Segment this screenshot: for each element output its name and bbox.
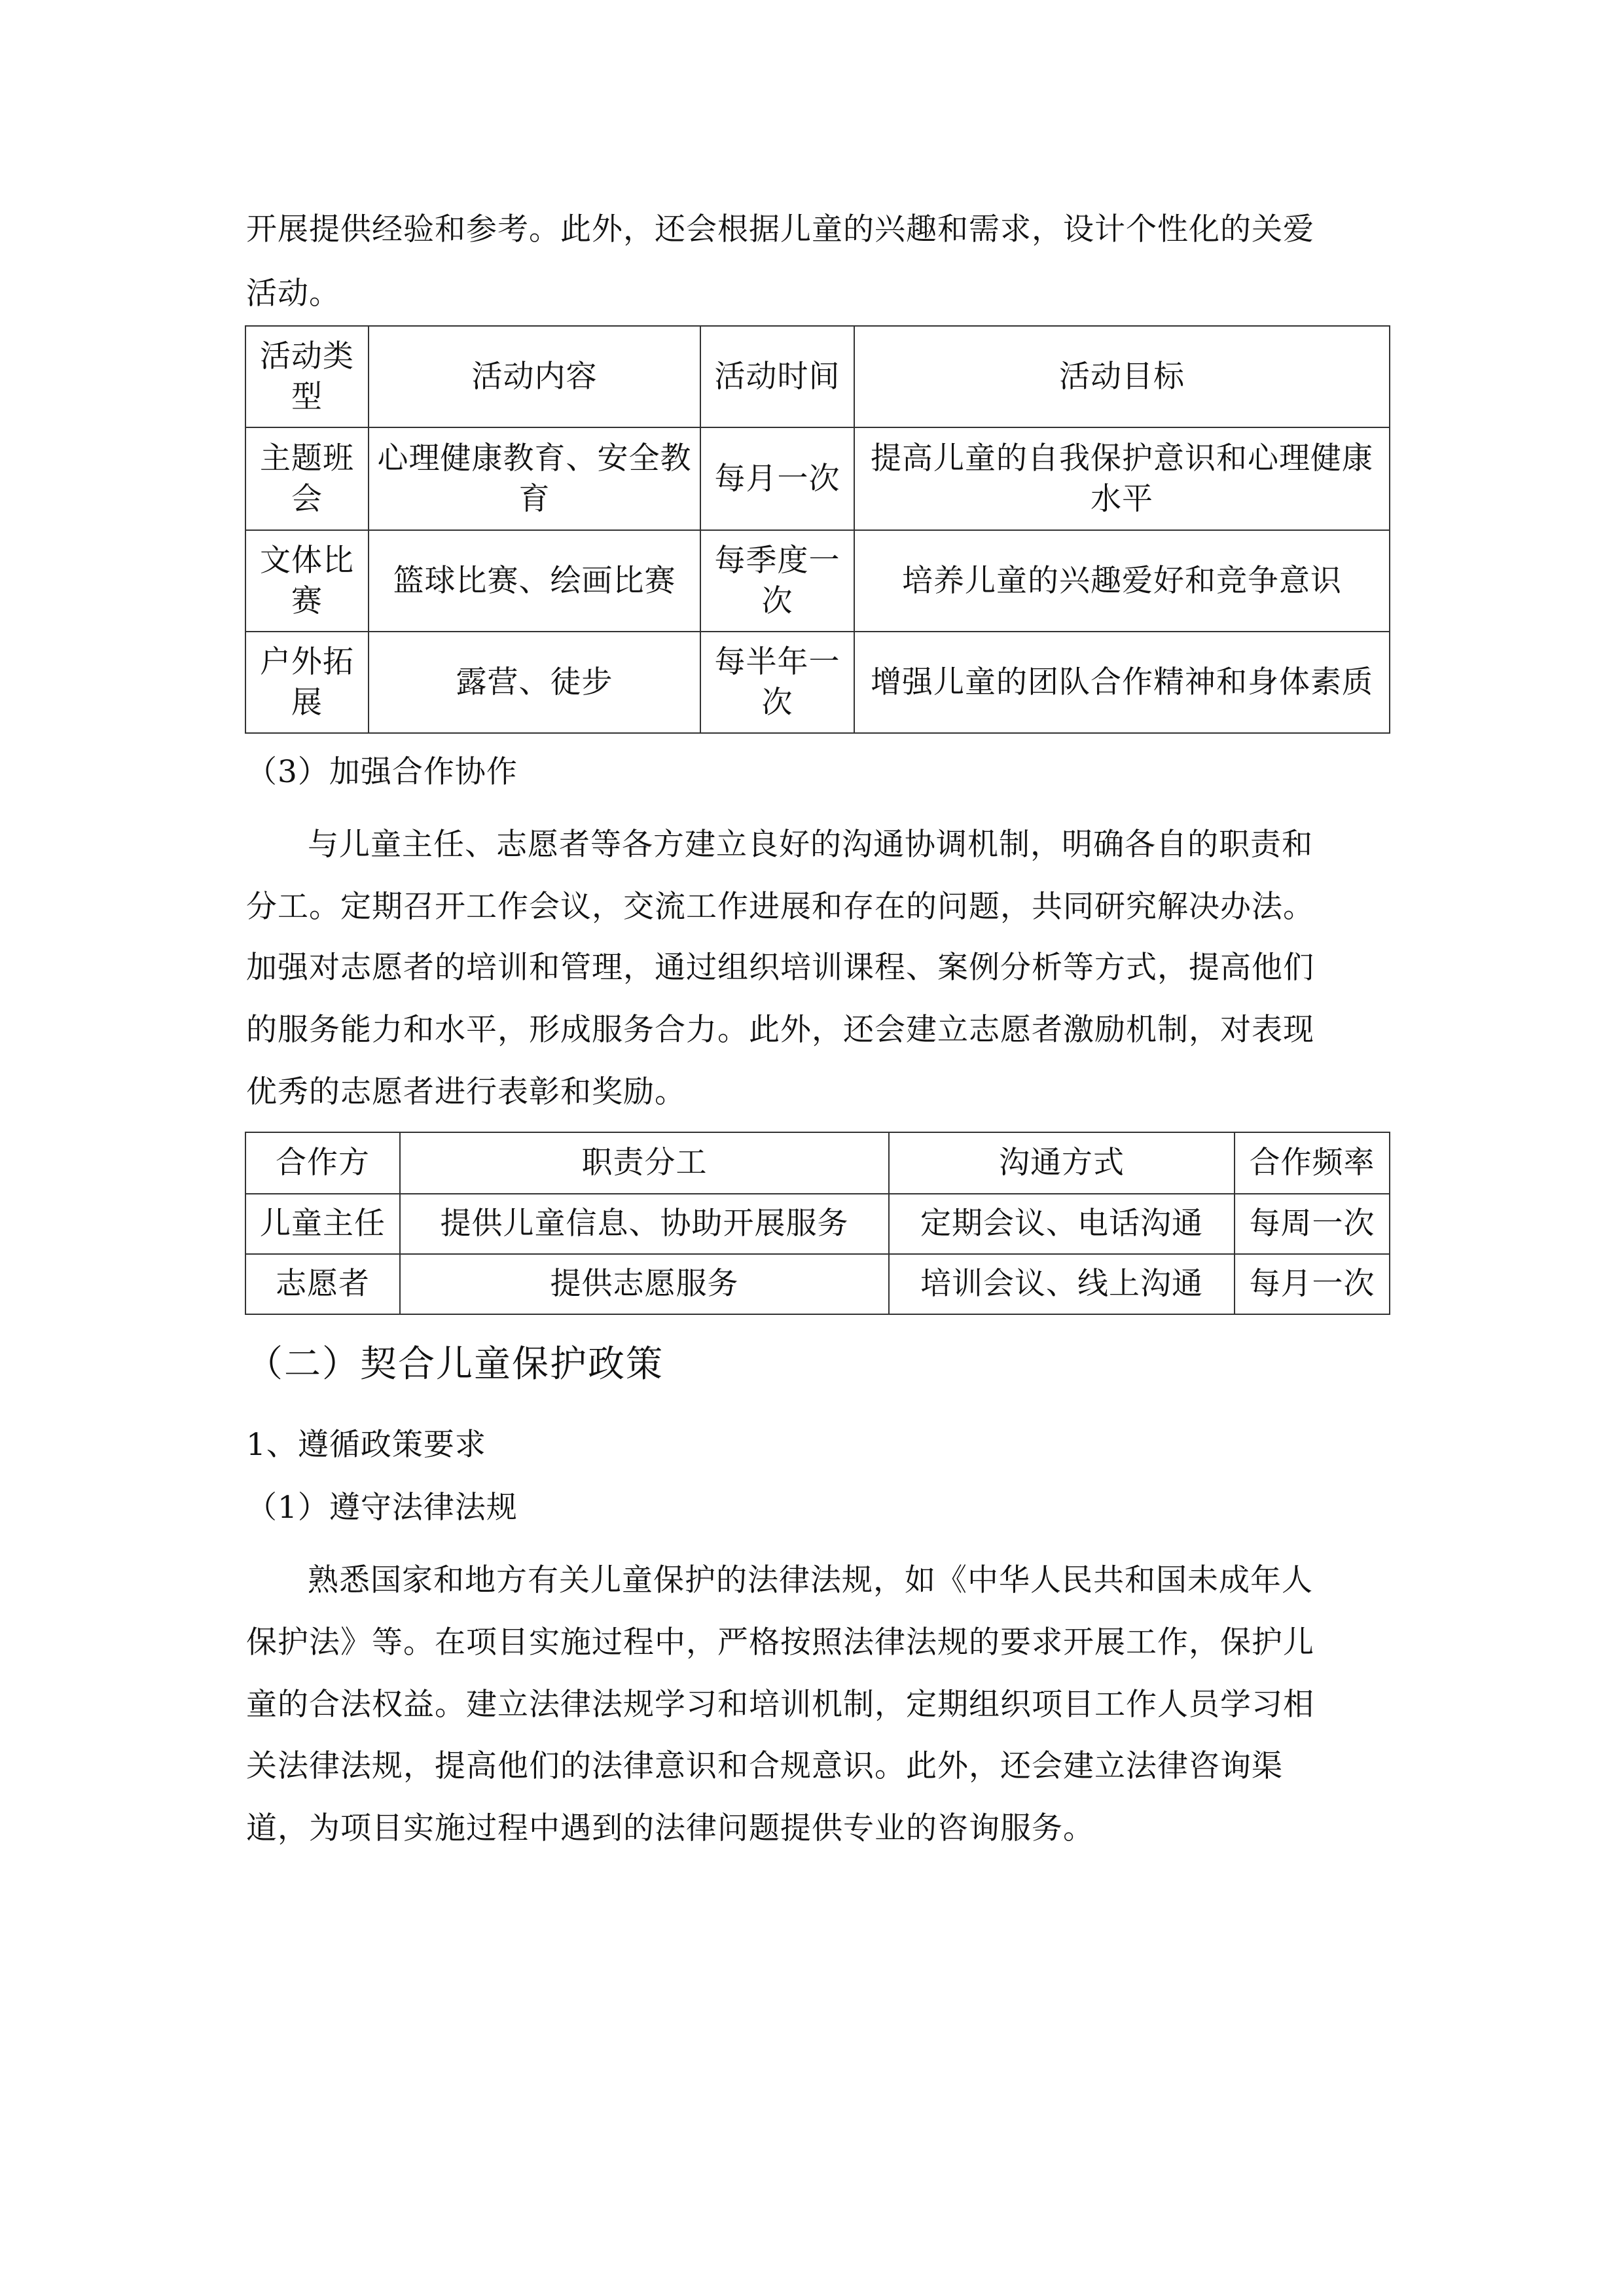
table-cell: 文体比赛	[245, 530, 369, 632]
table-cell: 增强儿童的团队合作精神和身体素质	[854, 632, 1390, 733]
table-row	[245, 530, 1390, 632]
subsection-heading: 1、遵循政策要求	[246, 1427, 486, 1463]
table-cell: 户外拓展	[245, 632, 369, 733]
paragraph-line: 分工。定期召开工作会议，交流工作进展和存在的问题，共同研究解决办法。	[246, 889, 1314, 925]
paragraph-line: 的服务能力和水平，形成服务合力。此外，还会建立志愿者激励机制，对表现	[246, 1012, 1314, 1048]
table-header-cell: 合作方	[245, 1132, 400, 1194]
table-header-cell: 合作频率	[1235, 1132, 1390, 1194]
table-header-cell: 活动类型	[245, 326, 369, 427]
table-cell: 露营、徒步	[369, 632, 700, 733]
paragraph-line: 熟悉国家和地方有关儿童保护的法律法规，如《中华人民共和国未成年人	[308, 1562, 1313, 1598]
paragraph-line: 优秀的志愿者进行表彰和奖励。	[246, 1074, 686, 1110]
table-cell: 每月一次	[1235, 1254, 1390, 1314]
table-cell: 主题班会	[245, 427, 369, 530]
table-header-cell: 职责分工	[400, 1132, 889, 1194]
table-cell: 每半年一次	[700, 632, 854, 733]
table-cell: 篮球比赛、绘画比赛	[369, 530, 700, 632]
activity-table	[245, 325, 1390, 734]
table-cell: 心理健康教育、安全教育	[369, 427, 700, 530]
table-row	[245, 632, 1390, 733]
table-cell: 培训会议、线上沟通	[889, 1254, 1235, 1314]
paragraph-line: 与儿童主任、志愿者等各方建立良好的沟通协调机制，明确各自的职责和	[308, 827, 1313, 863]
section-heading: （3）加强合作协作	[246, 754, 518, 790]
paragraph-line: 道，为项目实施过程中遇到的法律问题提供专业的咨询服务。	[246, 1810, 1094, 1846]
intro-line-1: 开展提供经验和参考。此外，还会根据儿童的兴趣和需求，设计个性化的关爱	[246, 211, 1314, 247]
table-cell: 提供志愿服务	[400, 1254, 889, 1314]
cooperation-table	[245, 1132, 1390, 1315]
table-row	[245, 1194, 1390, 1254]
paragraph-line: 保护法》等。在项目实施过程中，严格按照法律法规的要求开展工作，保护儿	[246, 1624, 1314, 1660]
table-header-cell: 活动内容	[369, 326, 700, 427]
table-cell: 儿童主任	[245, 1194, 400, 1254]
intro-line-2: 活动。	[246, 276, 340, 312]
table-header-cell: 沟通方式	[889, 1132, 1235, 1194]
table-header-row	[245, 326, 1390, 427]
paragraph-line: 关法律法规，提高他们的法律意识和合规意识。此外，还会建立法律咨询渠	[246, 1748, 1283, 1784]
paragraph-line: 加强对志愿者的培训和管理，通过组织培训课程、案例分析等方式，提高他们	[246, 950, 1314, 986]
table-cell: 提供儿童信息、协助开展服务	[400, 1194, 889, 1254]
table-row	[245, 427, 1390, 530]
table-cell: 培养儿童的兴趣爱好和竞争意识	[854, 530, 1390, 632]
table-header-row	[245, 1132, 1390, 1194]
section-title: （二）契合儿童保护政策	[246, 1343, 664, 1386]
table-cell: 定期会议、电话沟通	[889, 1194, 1235, 1254]
table-cell: 提高儿童的自我保护意识和心理健康水平	[854, 427, 1390, 530]
table-cell: 志愿者	[245, 1254, 400, 1314]
table-cell: 每周一次	[1235, 1194, 1390, 1254]
table-cell: 每月一次	[700, 427, 854, 530]
paragraph-line: 童的合法权益。建立法律法规学习和培训机制，定期组织项目工作人员学习相	[246, 1687, 1314, 1723]
table-cell: 每季度一次	[700, 530, 854, 632]
table-header-cell: 活动目标	[854, 326, 1390, 427]
table-row	[245, 1254, 1390, 1314]
subsection-heading: （1）遵守法律法规	[246, 1490, 518, 1526]
table-header-cell: 活动时间	[700, 326, 854, 427]
